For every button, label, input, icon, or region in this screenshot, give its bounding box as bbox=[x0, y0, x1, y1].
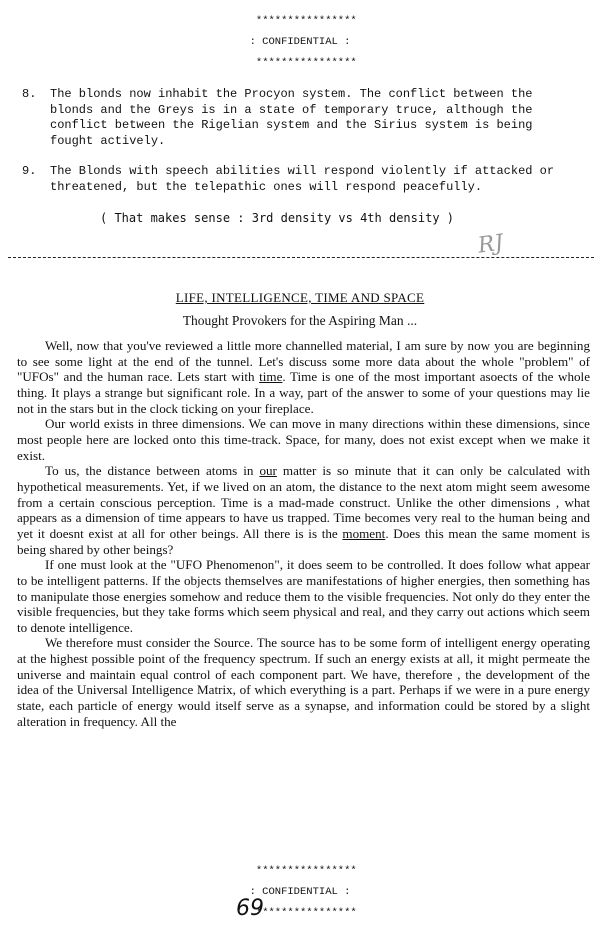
page-number: 69 bbox=[236, 896, 264, 921]
paragraph-4: If one must look at the "UFO Phenomenon", it does seem to be controlled. It does follow what appear to be intelligent patterns. If the objects themselves are manifestations of higher energies, then something has to manipulate those energies somehow and reduce them to the visible frequencies. Not only do they enter the visible frequencies, but they take forms which seem physical and real, and they carry out actions which seem to denote intelligence. bbox=[17, 557, 590, 635]
handwritten-initials: RJ bbox=[476, 230, 506, 259]
paragraph-3: To us, the distance between atoms in our matter is so minute that it can only be calculated with hypothetical measurements. Yet, if we lived on an atom, the distance to the next atom might seem awesome from a certain conscious perception. Time is a mad-made construct. Unlike the other dimensions , what appears as a dimension of time appears to have us trapped. Time becomes very real to the human being and yet it doesnt exist at all for other beings. All there is is the moment. Does this mean the same moment is being shared by other beings? bbox=[17, 463, 591, 557]
item-number: 9. bbox=[22, 164, 37, 178]
underlined-word: our bbox=[259, 463, 277, 479]
stamp-stars-top: **************** bbox=[255, 865, 357, 877]
list-item-8 bbox=[22, 87, 577, 149]
article-subtitle: Thought Provokers for the Aspiring Man ... bbox=[182, 313, 418, 328]
paragraph-5: We therefore must consider the Source. The source has to be some form of intelligent energy operating at the highest possible point of the frequency spectrum. If such an energy exists at all, it might permeate the universe and maintain equal control of each component part. We have, therefore , the development of the idea of the Universal Intelligence Matrix, of which everything is a part. Perhaps if we were in a pure energy state, each particle of energy would itself serve as a synapse, and information could be stored by a slight alteration in frequency. All the bbox=[17, 635, 590, 729]
stamp-label-top: : CONFIDENTIAL : bbox=[249, 36, 351, 48]
article-title bbox=[0, 290, 600, 306]
underlined-word: moment bbox=[342, 525, 386, 541]
paragraph-1: Well, now that you've reviewed a little more channelled material, I am sure by now you are beginning to see some light at the end of the tunnel. Let's discuss some more data about the whole "problem" of "UFOs" and the human race. Lets start with time. Time is one of the most important asoects of the whole thing. It plays a strange but significant role. In a way, part of the answer to some of your questions may lie not in the stars but in the clock ticking on your fireplace. bbox=[17, 338, 591, 416]
item-text: The blonds now inhabit the Procyon system. The conflict between the blonds and the Greys is in a state of temporary truce, although the conflict between the Rigelian system and the Sirius system is being fought actively. bbox=[50, 87, 533, 148]
confidential-stamp-top bbox=[243, 6, 356, 68]
article-title-text: LIFE, INTELLIGENCE, TIME AND SPACE bbox=[175, 290, 425, 305]
paragraph-2: Our world exists in three dimensions. We can move in many directions within these dimensions, since most people here are locked onto this time-track. Space, for many, does not exist except when we make it exist. bbox=[17, 416, 590, 463]
article-body bbox=[17, 338, 590, 729]
item-text: The Blonds with speech abilities will respond violently if attacked or threatened, but the telepathic ones will respond peacefully. bbox=[50, 164, 555, 194]
stamp-label-bottom: : CONFIDENTIAL : bbox=[249, 886, 351, 898]
handwritten-comment: ( That makes sense : 3rd density vs 4th density ) bbox=[100, 211, 455, 225]
section-divider bbox=[8, 257, 594, 258]
list-item-9 bbox=[22, 164, 577, 195]
stamp-stars-bottom: **************** bbox=[255, 57, 357, 69]
stamp-stars-bottom: **************** bbox=[255, 907, 357, 919]
underlined-word: time bbox=[259, 369, 283, 385]
item-number: 8. bbox=[22, 87, 37, 101]
stamp-stars-top: **************** bbox=[255, 15, 357, 27]
